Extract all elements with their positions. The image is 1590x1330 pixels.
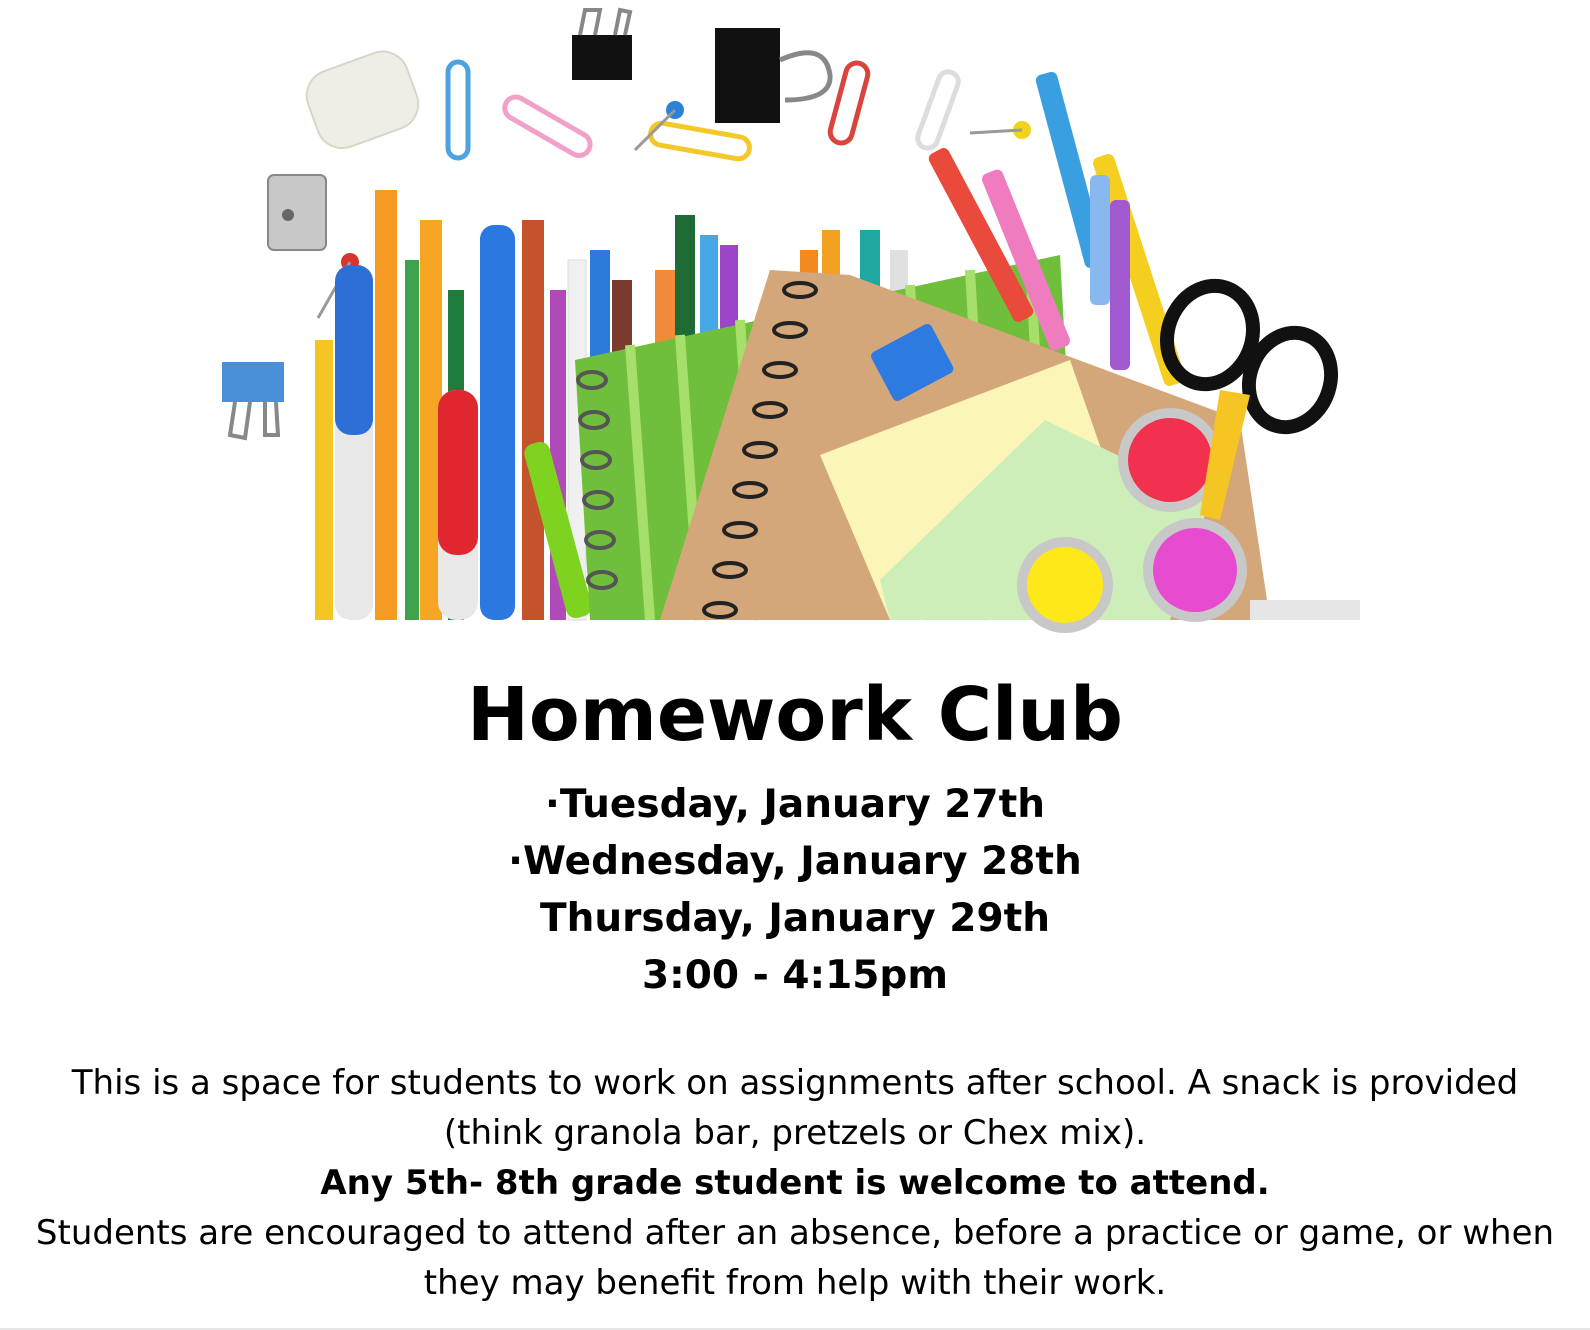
encouragement-line: they may benefit from help with their work. xyxy=(423,1263,1167,1303)
date-item: Thursday, January 29th xyxy=(540,896,1050,941)
sharpener-icon xyxy=(268,175,326,250)
encouragement-line: Students are encouraged to attend after an absence, before a practice or game, or when xyxy=(35,1213,1555,1253)
page-title: Homework Club xyxy=(466,672,1124,758)
description-line: This is a space for students to work on assignments after school. A snack is provided xyxy=(71,1063,1519,1103)
schedule xyxy=(0,776,1590,1004)
paper-clip-icon xyxy=(448,61,961,161)
description xyxy=(0,1058,1590,1308)
time-range: 3:00 - 4:15pm xyxy=(642,953,948,998)
date-item: ·Tuesday, January 27th xyxy=(545,782,1045,827)
binder-clip-icon xyxy=(222,362,284,438)
date-item: ·Wednesday, January 28th xyxy=(508,839,1082,884)
eligibility-note: Any 5th- 8th grade student is welcome to attend. xyxy=(320,1163,1270,1203)
eraser-icon xyxy=(299,44,425,155)
description-line: (think granola bar, pretzels or Chex mix). xyxy=(443,1113,1147,1153)
binder-clip-icon xyxy=(572,10,632,80)
school-supplies-illustration xyxy=(210,0,1360,640)
binder-clip-icon xyxy=(715,28,830,123)
